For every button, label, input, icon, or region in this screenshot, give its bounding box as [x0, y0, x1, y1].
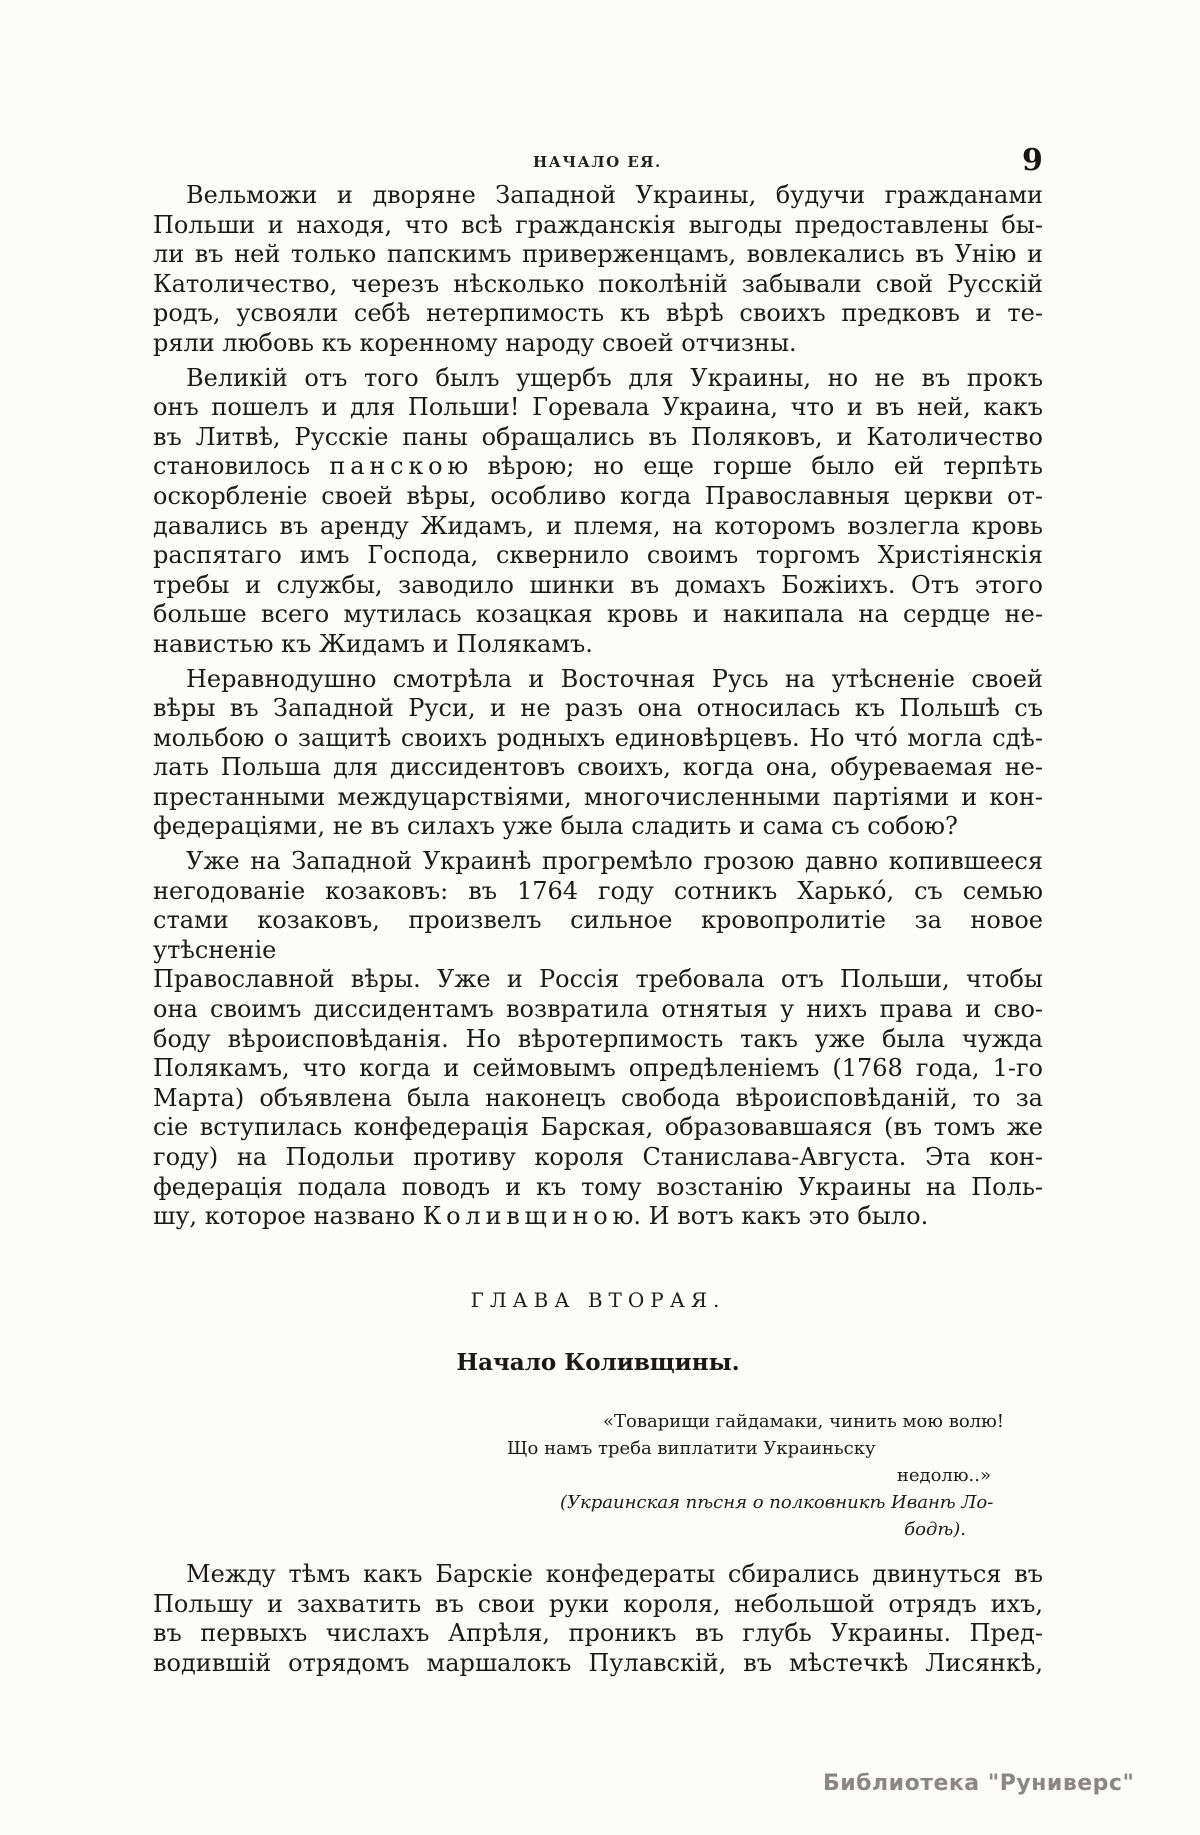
text-line: федераціями, не въ силахъ уже была сладить и сама съ собою?	[153, 812, 958, 841]
epigraph	[507, 1408, 1051, 1543]
text-line: Уже на Западной Украинѣ прогремѣло грозою давно копившееся	[186, 847, 1043, 876]
epigraph-attribution	[507, 1489, 1051, 1543]
text-line: Католичество, черезъ нѣсколько поколѣній забывали свой Русскій	[153, 269, 1043, 298]
text-line: Полякамъ, что когда и сеймовымъ опредѣленіемъ (1768 года, 1-го	[153, 1054, 1043, 1083]
chapter-heading: ГЛАВА ВТОРАЯ.	[470, 1287, 726, 1312]
text-line: родъ, усвояли себѣ нетерпимость къ вѣрѣ своихъ предковъ и те-	[153, 299, 1043, 328]
epigraph-line: бодѣ).	[904, 1518, 966, 1540]
text-line: больше всего мутилась козацкая кровь и накипала на сердце не-	[153, 600, 1043, 629]
text-line: стами козаковъ, произвелъ сильное кровопролитіе за новое утѣсненіе	[153, 906, 1043, 964]
text-line: распятаго имъ Господа, сквернило своимъ торгомъ Христіянскія	[153, 541, 1043, 570]
closing-paragraph	[153, 1560, 1043, 1678]
text-line: федерація подала поводъ и къ тому возстанію Украины на Поль-	[153, 1172, 1043, 1201]
text-line: лать Польша для диссидентовъ своихъ, когда она, обуреваемая не-	[153, 753, 1043, 782]
text-line: Вельможи и дворяне Западной Украины, будучи гражданами	[186, 181, 1043, 209]
text-line: Неравнодушно смотрѣла и Восточная Русь на утѣсненіе своей	[186, 664, 1043, 693]
text-line: онъ пошелъ и для Польши! Горевала Украина, что и въ ней, какъ	[153, 393, 1043, 422]
text-line: навистью къ Жидамъ и Полякамъ.	[153, 629, 593, 658]
text-line: ряли любовь къ коренному народу своей отчизны.	[153, 328, 797, 357]
paragraph	[153, 847, 1043, 1232]
text-line: вѣры въ Западной Руси, и не разъ она относилась къ Польшѣ съ	[153, 694, 1043, 723]
text-line: мольбою о защитѣ своихъ родныхъ единовѣрцевъ. Но что́ могла сдѣ-	[153, 723, 1043, 752]
paragraph	[153, 1560, 1043, 1678]
epigraph-line: Що намъ треба виплатити Украиньску	[507, 1437, 876, 1459]
chapter-subheading: Начало Коливщины.	[456, 1349, 740, 1377]
text-line: году) на Подольи противу короля Станислава-Августа. Эта кон-	[153, 1143, 1043, 1171]
text-line: Великій отъ того былъ ущербъ для Украины, но не въ прокъ	[186, 363, 1043, 392]
text-line: Польшу и захватить въ свои руки короля, небольшой отрядъ ихъ,	[153, 1589, 1043, 1618]
page-number: 9	[1022, 143, 1043, 178]
text-line: становилось п а н с к о ю вѣрою; но еще горше было ей терпѣть	[153, 452, 1043, 481]
body-paragraphs	[153, 181, 1043, 1232]
text-line: престанными междуцарствіями, многочисленными партіями и кон-	[153, 782, 1043, 811]
epigraph-line: (Украинская пѣсня о полковникѣ Иванѣ Ло-	[560, 1491, 994, 1513]
paragraph	[153, 665, 1043, 843]
paragraph	[153, 181, 1043, 359]
paragraph	[153, 364, 1043, 660]
text-line: сіе вступилась конфедерація Барская, образовавшаяся (въ томъ же	[153, 1113, 1043, 1142]
library-watermark: Библиотека "Руниверс"	[823, 1771, 1135, 1796]
running-title: НАЧАЛО ЕЯ.	[533, 153, 662, 171]
text-line: въ первыхъ числахъ Апрѣля, проникъ въ глубь Украины. Пред-	[153, 1619, 1043, 1648]
epigraph-line: недолю..»	[896, 1464, 991, 1486]
text-line: въ Литвѣ, Русскіе паны обращались въ Поляковъ, и Католичество	[153, 422, 1043, 451]
text-line: она своимъ диссидентамъ возвратила отнятыя у нихъ права и сво-	[153, 995, 1043, 1024]
epigraph-line: «Товарищи гайдамаки, чинить мою волю!	[603, 1410, 1005, 1432]
text-line: Марта) объявлена была наконецъ свобода вѣроисповѣданій, то за	[153, 1083, 1043, 1112]
text-line: Польши и находя, что всѣ гражданскія выгоды предоставлены бы-	[153, 210, 1043, 239]
text-line: шу, которое названо К о л и в щ и н о ю. И вотъ какъ это было.	[153, 1202, 929, 1231]
text-line: ли въ ней только папскимъ приверженцамъ, вовлекались въ Унію и	[153, 240, 1043, 269]
epigraph-quote	[507, 1408, 1051, 1489]
text-line: Между тѣмъ какъ Барскіе конфедераты сбирались двинуться въ	[186, 1559, 1043, 1588]
text-line: давались въ аренду Жидамъ, и племя, на которомъ возлегла кровь	[153, 511, 1043, 540]
text-line: боду вѣроисповѣданія. Но вѣротерпимость такъ уже была чужда	[153, 1024, 1043, 1053]
text-line: оскорбленіе своей вѣры, особливо когда Православныя церкви от-	[153, 481, 1043, 510]
text-block	[153, 181, 1043, 1678]
text-line: требы и службы, заводило шинки въ домахъ Божіихъ. Отъ этого	[153, 570, 1043, 599]
text-line: негодованіе козаковъ: въ 1764 году сотникъ Харько́, съ семью	[153, 876, 1043, 905]
text-line: водившій отрядомъ маршалокъ Пулавскій, въ мѣстечкѣ Лисянкѣ,	[153, 1648, 1043, 1677]
text-line: Православной вѣры. Уже и Россія требовала отъ Польши, чтобы	[153, 965, 1043, 994]
